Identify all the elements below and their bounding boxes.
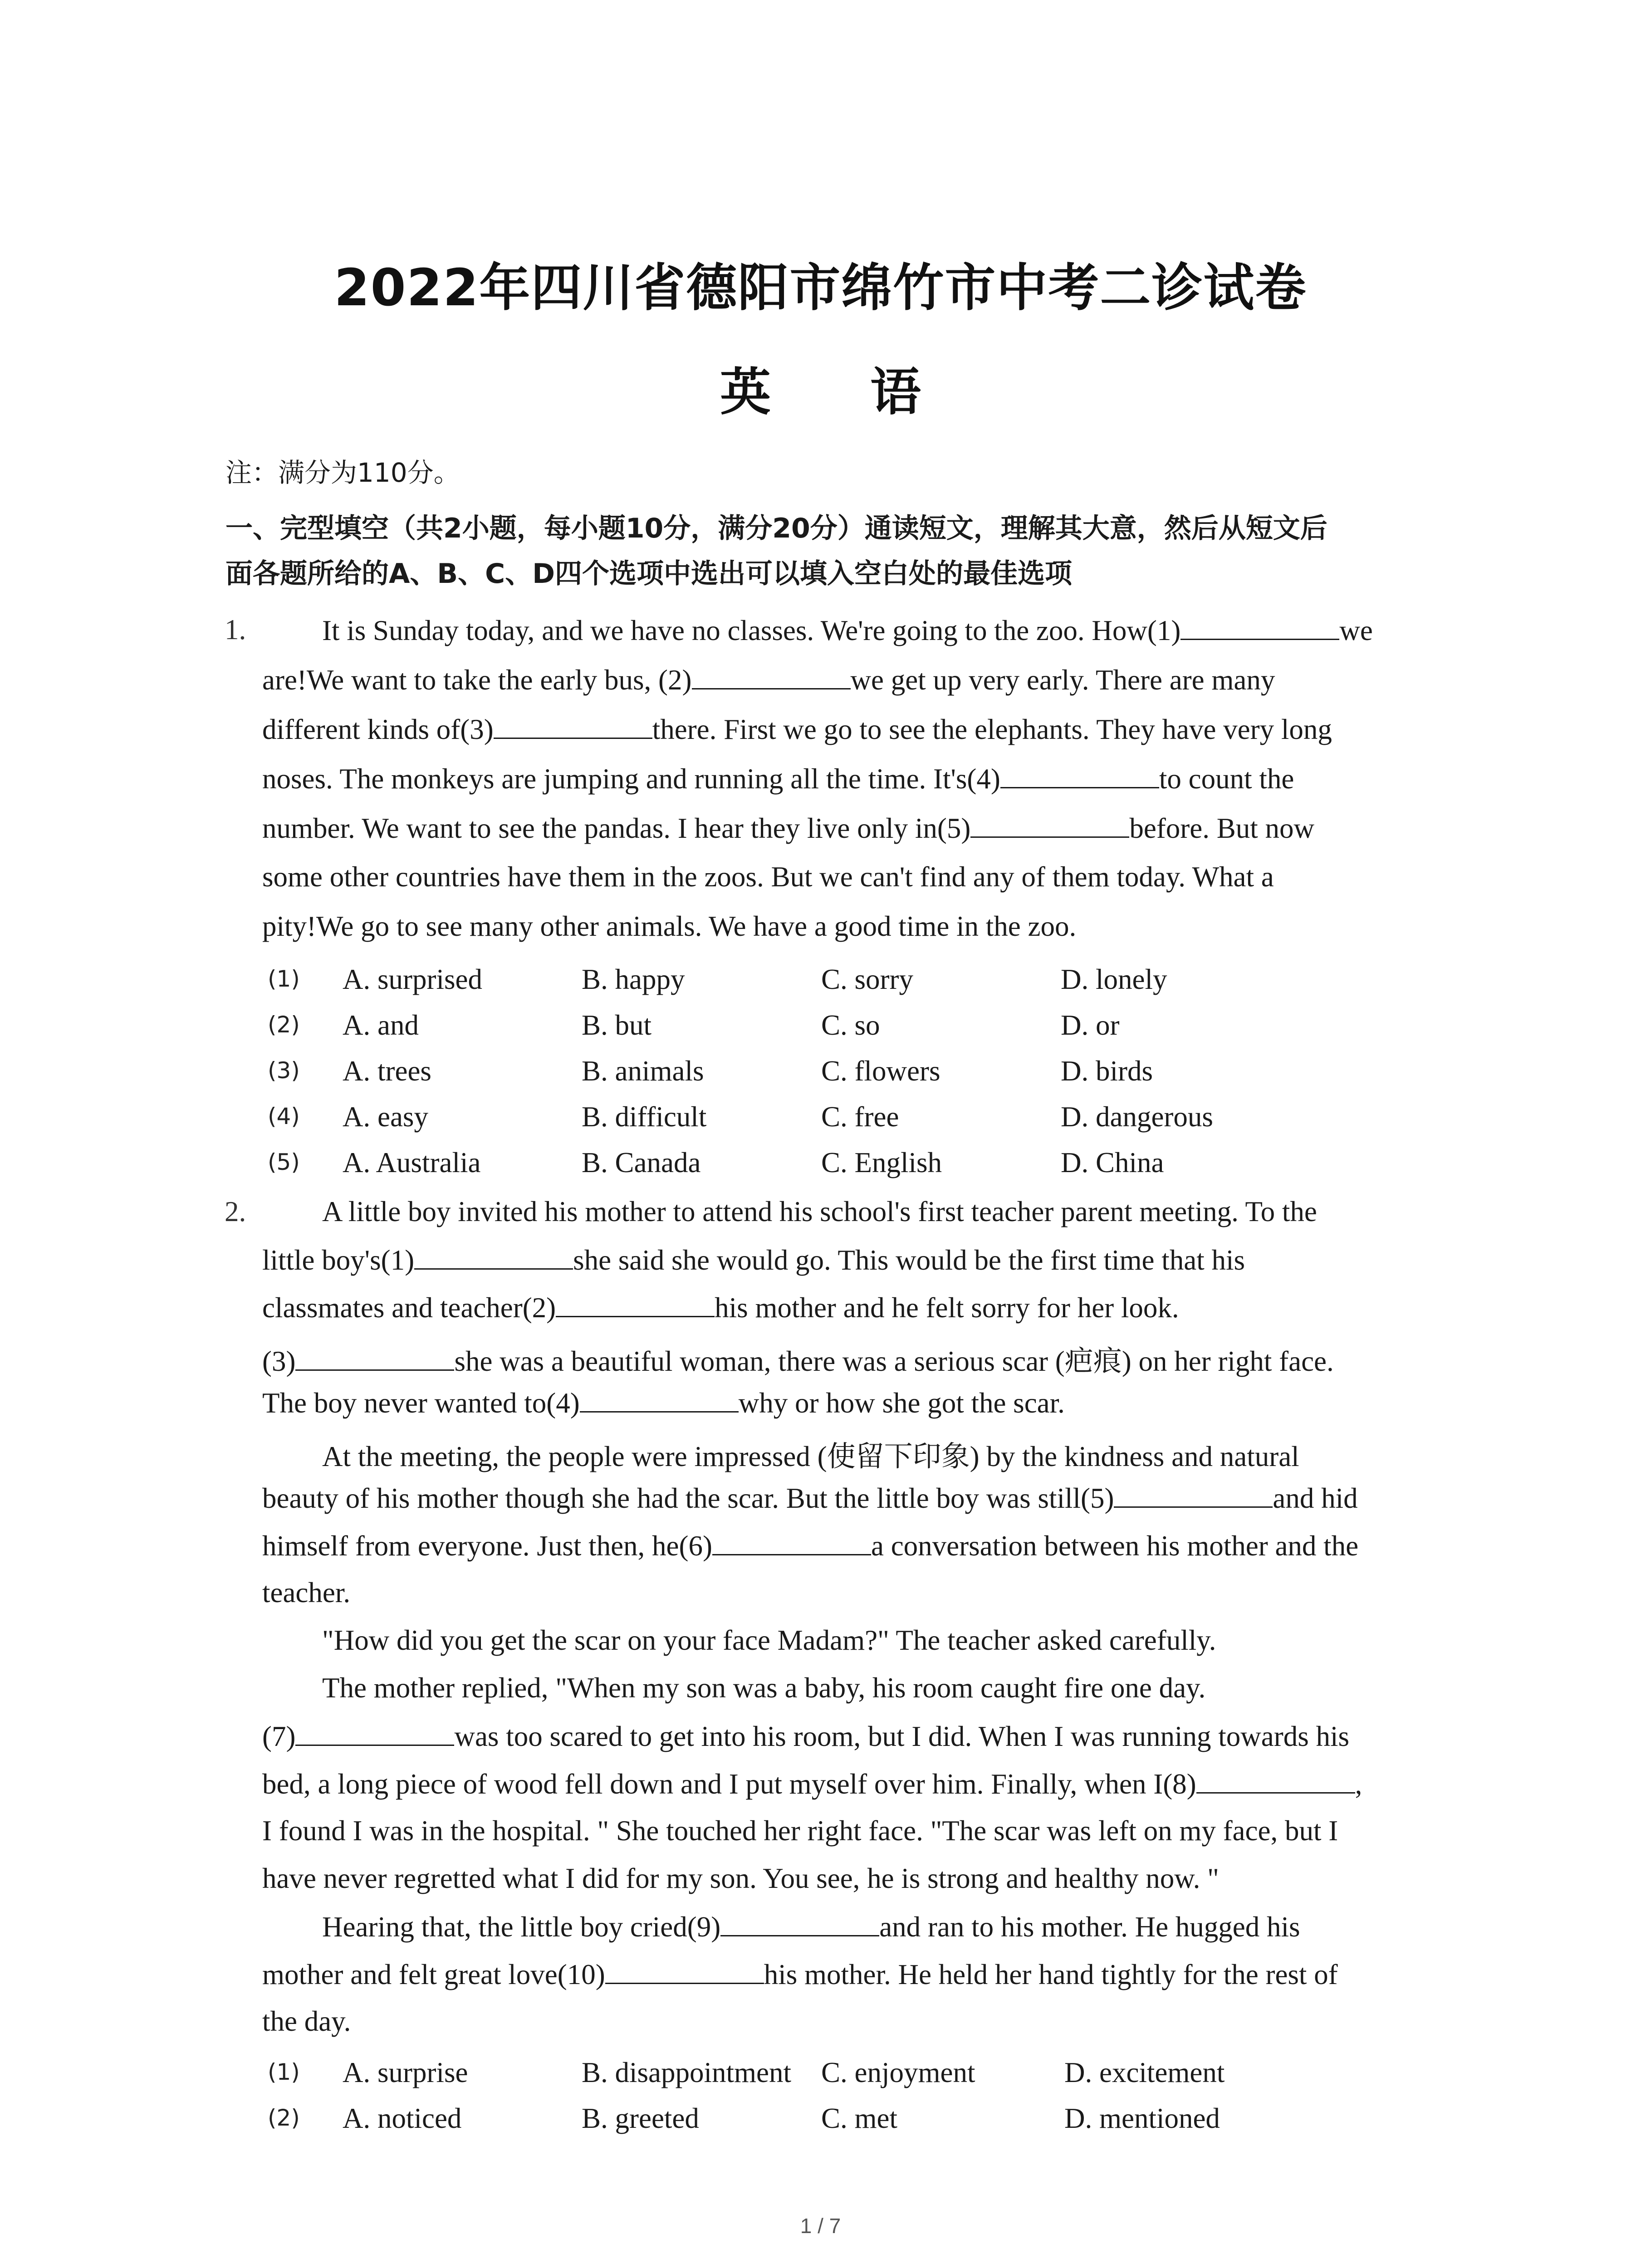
passage-line <box>262 2005 351 2038</box>
option-b[interactable]: B. disappointment <box>582 2057 791 2088</box>
option-a[interactable]: A. and <box>343 1009 419 1041</box>
passage-text: It is Sunday today, and we have no classes. We're going to the zoo. How(1) <box>322 615 1181 646</box>
option-d[interactable]: D. lonely <box>1061 963 1167 995</box>
passage-line <box>262 860 1274 894</box>
passage-text: "How did you get the scar on your face Madam?" The teacher asked carefully. <box>322 1624 1216 1656</box>
passage-text: she was a beautiful woman, there was a serious scar (疤痕) on her right face. <box>454 1345 1334 1377</box>
passage-text: was too scared to get into his room, but I did. When I was running towards his <box>454 1721 1350 1752</box>
passage-line <box>262 1290 1179 1325</box>
answer-blank[interactable] <box>1196 1767 1355 1794</box>
option-c[interactable]: C. met <box>821 2102 897 2134</box>
question-number: 2. <box>225 1196 246 1227</box>
answer-blank[interactable] <box>295 1344 454 1371</box>
option-number: (4) <box>268 1103 300 1129</box>
option-c[interactable]: C. free <box>821 1101 899 1133</box>
passage-line <box>322 1433 1299 1475</box>
answer-blank[interactable] <box>556 1290 715 1317</box>
passage-line <box>262 1814 1338 1848</box>
passage-text: (3) <box>262 1345 296 1377</box>
page-title: 2022年四川省德阳市绵竹市中考二诊试卷 <box>334 259 1307 318</box>
option-number: (3) <box>268 1057 300 1084</box>
passage-line <box>262 712 1332 746</box>
option-a[interactable]: A. easy <box>343 1101 428 1133</box>
option-a[interactable]: A. surprised <box>343 963 482 995</box>
passage-line <box>262 762 1294 796</box>
passage-line <box>262 1481 1358 1515</box>
answer-blank[interactable] <box>720 1910 879 1936</box>
passage-line <box>262 1529 1358 1563</box>
answer-blank[interactable] <box>1000 762 1159 788</box>
passage-text: Hearing that, the little boy cried(9) <box>322 1911 721 1943</box>
answer-blank[interactable] <box>692 663 851 689</box>
page-number: 1 / 7 <box>800 2214 841 2238</box>
passage-text: some other countries have them in the zoos. But we can't find any of them today. What a <box>262 861 1274 893</box>
passage-line <box>262 1957 1338 1991</box>
score-note: 注：满分为110分。 <box>225 457 460 488</box>
passage-text: classmates and teacher(2) <box>262 1292 556 1324</box>
passage-text: his mother. He held her hand tightly for the rest of <box>764 1959 1338 1990</box>
question-number: 1. <box>225 614 246 645</box>
passage-text: there. First we go to see the elephants. They have very long <box>652 714 1332 745</box>
option-b[interactable]: B. difficult <box>582 1101 707 1133</box>
passage-text: his mother and he felt sorry for her look. <box>715 1292 1179 1324</box>
option-c[interactable]: C. so <box>821 1009 880 1041</box>
option-d[interactable]: D. birds <box>1061 1055 1153 1087</box>
passage-text: and hid <box>1273 1482 1358 1514</box>
passage-line <box>322 1910 1300 1944</box>
passage-text: the day. <box>262 2005 351 2037</box>
option-b[interactable]: B. greeted <box>582 2102 699 2134</box>
option-number: (2) <box>268 2105 300 2131</box>
passage-text: bed, a long piece of wood fell down and I put myself over him. Finally, when I(8) <box>262 1768 1196 1800</box>
option-a[interactable]: A. trees <box>343 1055 431 1087</box>
passage-line <box>322 613 1373 647</box>
option-a[interactable]: A. surprise <box>343 2057 468 2088</box>
passage-text: A little boy invited his mother to attend his school's first teacher parent meeting. To the <box>322 1196 1317 1227</box>
passage-text: number. We want to see the pandas. I hear they live only in(5) <box>262 812 971 844</box>
passage-line <box>262 910 1076 943</box>
option-d[interactable]: D. excitement <box>1064 2057 1225 2088</box>
passage-text: a conversation between his mother and the <box>871 1530 1359 1562</box>
passage-text: At the meeting, the people were impressed (使留下印象) by the kindness and natural <box>322 1441 1299 1472</box>
answer-blank[interactable] <box>970 811 1129 838</box>
passage-text: we get up very early. There are many <box>850 664 1275 696</box>
option-a[interactable]: A. noticed <box>343 2102 462 2134</box>
passage-line <box>262 1576 350 1609</box>
option-d[interactable]: D. or <box>1061 1009 1120 1041</box>
passage-text: himself from everyone. Just then, he(6) <box>262 1530 712 1562</box>
passage-text: (7) <box>262 1721 296 1752</box>
option-d[interactable]: D. dangerous <box>1061 1101 1213 1133</box>
passage-text: beauty of his mother though she had the scar. But the little boy was still(5) <box>262 1482 1114 1514</box>
passage-text: The boy never wanted to(4) <box>262 1387 580 1419</box>
answer-blank[interactable] <box>605 1957 764 1984</box>
passage-text: she said she would go. This would be the first time that his <box>573 1244 1245 1276</box>
page-subtitle: 英 语 <box>720 363 962 422</box>
passage-text: and ran to his mother. He hugged his <box>879 1911 1300 1943</box>
answer-blank[interactable] <box>414 1243 573 1270</box>
option-c[interactable]: C. sorry <box>821 963 913 995</box>
passage-line <box>322 1195 1317 1228</box>
passage-line <box>262 1719 1349 1753</box>
passage-text: pity!We go to see many other animals. We have a good time in the zoo. <box>262 910 1077 942</box>
section-heading <box>225 506 1450 596</box>
section-heading-line-1: 一、完型填空（共2小题，每小题10分，满分20分）通读短文，理解其大意，然后从短文后 <box>225 513 1327 544</box>
answer-blank[interactable] <box>1114 1481 1273 1508</box>
passage-text: I found I was in the hospital. " She touched her right face. "The scar was left on my face, but I <box>262 1815 1338 1847</box>
passage-text: The mother replied, "When my son was a baby, his room caught fire one day. <box>322 1672 1206 1704</box>
passage-text: different kinds of(3) <box>262 714 494 745</box>
option-number: (1) <box>268 2059 300 2085</box>
option-number: (5) <box>268 1149 300 1175</box>
passage-line <box>322 1672 1205 1705</box>
passage-text: why or how she got the scar. <box>738 1387 1065 1419</box>
passage-text: to count the <box>1159 763 1294 795</box>
passage-text: noses. The monkeys are jumping and running all the time. It's(4) <box>262 763 1000 795</box>
option-d[interactable]: D. China <box>1061 1147 1164 1178</box>
option-c[interactable]: C. enjoyment <box>821 2057 975 2088</box>
answer-blank[interactable] <box>1181 613 1339 640</box>
answer-blank[interactable] <box>580 1386 739 1413</box>
answer-blank[interactable] <box>295 1719 454 1746</box>
passage-text: teacher. <box>262 1577 351 1608</box>
answer-blank[interactable] <box>712 1529 871 1555</box>
passage-text: , <box>1355 1768 1362 1800</box>
answer-blank[interactable] <box>494 712 652 739</box>
passage-text: little boy's(1) <box>262 1244 415 1276</box>
passage-line <box>262 1243 1245 1277</box>
option-b[interactable]: B. but <box>582 1009 652 1041</box>
option-a[interactable]: A. Australia <box>343 1147 481 1178</box>
passage-line <box>262 1767 1362 1801</box>
option-number: (1) <box>268 966 300 992</box>
passage-text: before. But now <box>1129 812 1314 844</box>
option-b[interactable]: B. Canada <box>582 1147 701 1178</box>
passage-text: have never regretted what I did for my son. You see, he is strong and healthy now. " <box>262 1862 1219 1894</box>
passage-text: are!We want to take the early bus, (2) <box>262 664 692 696</box>
passage-text: we <box>1339 615 1373 646</box>
passage-line <box>262 811 1314 845</box>
option-c[interactable]: C. English <box>821 1147 942 1178</box>
option-d[interactable]: D. mentioned <box>1064 2102 1220 2134</box>
option-b[interactable]: B. happy <box>582 963 685 995</box>
passage-line <box>262 663 1275 697</box>
passage-line <box>262 1386 1065 1420</box>
passage-text: mother and felt great love(10) <box>262 1959 605 1990</box>
passage-line <box>262 1862 1219 1895</box>
option-c[interactable]: C. flowers <box>821 1055 941 1087</box>
passage-line <box>322 1624 1216 1657</box>
section-heading-line-2: 面各题所给的A、B、C、D四个选项中选出可以填入空白处的最佳选项 <box>225 558 1073 590</box>
passage-line <box>262 1338 1334 1379</box>
option-b[interactable]: B. animals <box>582 1055 704 1087</box>
option-number: (2) <box>268 1012 300 1038</box>
